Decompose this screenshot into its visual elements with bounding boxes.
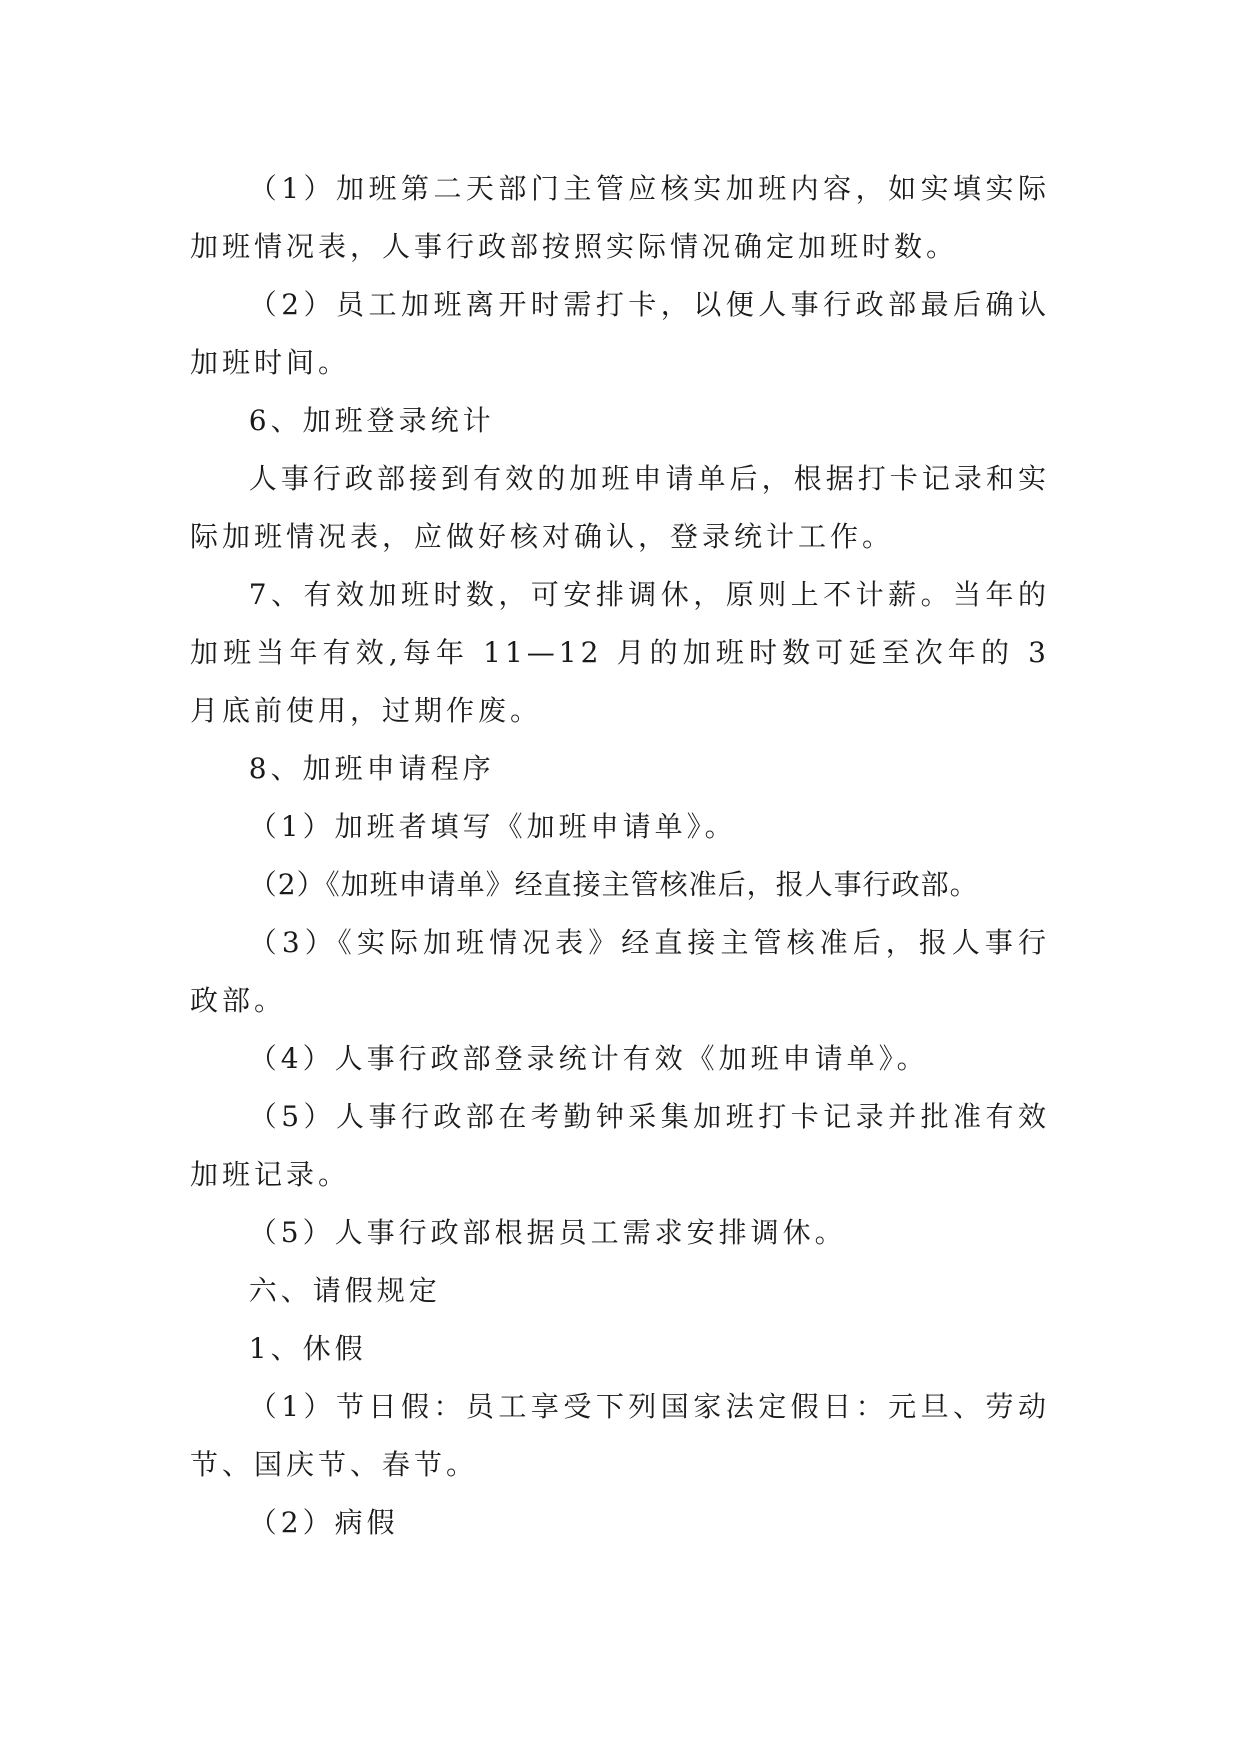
paragraph-overtime-statistics: 人事行政部接到有效的加班申请单后，根据打卡记录和实际加班情况表，应做好核对确认，登录统计工作。: [190, 462, 1050, 553]
document-body: [190, 160, 1050, 1552]
heading-leave-rules: 六、请假规定: [248, 1274, 441, 1307]
paragraph-valid-overtime: 7、有效加班时数，可安排调休，原则上不计薪。当年的加班当年有效,每年 11—12 月的加班时数可延至次年的 3 月底前使用，过期作废。: [190, 578, 1050, 727]
heading-sick-leave: （2）病假: [248, 1506, 399, 1539]
paragraph-overtime-clock-out: （2）员工加班离开时需打卡，以便人事行政部最后确认加班时间。: [190, 288, 1050, 379]
procedure-step-4: （4）人事行政部登录统计有效《加班申请单》。: [248, 1042, 929, 1075]
heading-overtime-statistics: 6、加班登录统计: [248, 404, 495, 437]
procedure-step-3: （3）《实际加班情况表》经直接主管核准后，报人事行政部。: [190, 926, 1050, 1017]
procedure-step-5b: （5）人事行政部根据员工需求安排调休。: [248, 1216, 847, 1249]
paragraph-public-holidays: （1）节日假：员工享受下列国家法定假日：元旦、劳动节、国庆节、春节。: [190, 1390, 1050, 1481]
heading-holidays: 1、休假: [248, 1332, 367, 1365]
procedure-step-1: （1）加班者填写《加班申请单》。: [248, 810, 737, 843]
paragraph-overtime-verify: （1）加班第二天部门主管应核实加班内容，如实填实际加班情况表，人事行政部按照实际情况确定加班时数。: [190, 172, 1050, 263]
heading-overtime-procedure: 8、加班申请程序: [248, 752, 495, 785]
procedure-step-5a: （5）人事行政部在考勤钟采集加班打卡记录并批准有效加班记录。: [190, 1100, 1050, 1191]
procedure-step-2: （2）《加班申请单》经直接主管核准后，报人事行政部。: [248, 868, 979, 901]
